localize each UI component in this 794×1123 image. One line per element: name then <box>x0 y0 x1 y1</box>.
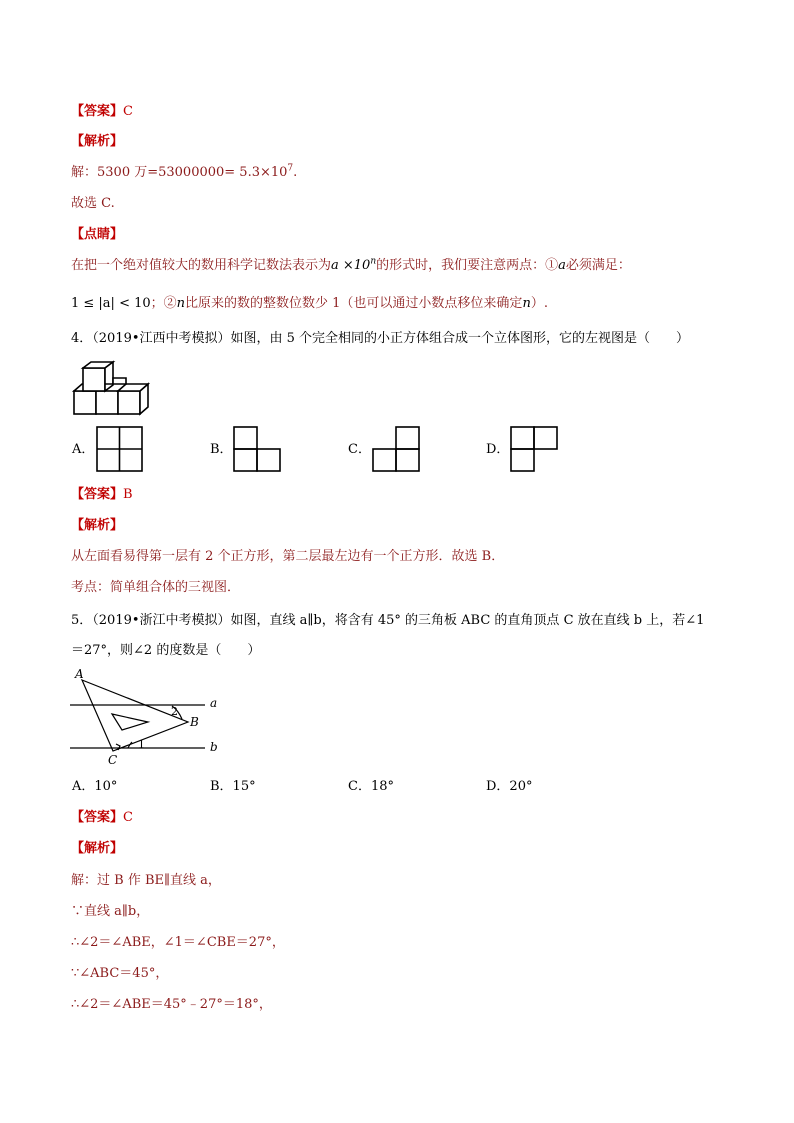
q5-geometry-figure <box>70 668 230 768</box>
solution-suffix: . <box>293 165 298 180</box>
q4-option-c-figure <box>372 426 420 472</box>
note-tag: 【点睛】 <box>71 227 124 242</box>
q3-note-line-2 <box>71 295 548 313</box>
answer-tag: 【答案】 <box>71 810 124 825</box>
q4-option-d-figure <box>510 426 558 472</box>
q4-answer-line <box>71 486 133 504</box>
q5-answer-line <box>71 809 133 827</box>
note-text: 在把一个绝对值较大的数用科学记数法表示为 <box>71 258 332 273</box>
q3-solution <box>71 164 297 182</box>
q5-option-d: D．20° <box>486 779 533 794</box>
q5-stem-line-1: 5．（2019•浙江中考模拟）如图，直线 a∥b，将含有 45° 的三角板 ABC 的直角顶点 C 放在直线 b 上，若∠1 <box>71 613 705 628</box>
answer-value: C <box>123 810 133 825</box>
note-text: ）. <box>530 296 548 311</box>
q4-analysis-tag <box>71 517 123 535</box>
q3-choose: 故选 C. <box>71 196 115 211</box>
note-text: 的形式时，我们要注意两点：① <box>376 258 559 273</box>
q4-option-a-figure <box>96 426 143 472</box>
q5-step-4: ∵∠ABC＝45°， <box>71 966 169 981</box>
q3-note-tag <box>71 226 123 244</box>
q3-note-line-1 <box>71 257 631 275</box>
note-var: n <box>176 296 186 311</box>
note-var: n <box>522 296 531 311</box>
answer-tag: 【答案】 <box>71 487 124 502</box>
q5-step-5: ∴∠2＝∠ABE＝45°﹣27°＝18°， <box>71 997 272 1012</box>
label-angle-2: 2 <box>171 705 178 718</box>
q5-step-2: ∵直线 a∥b， <box>71 904 150 919</box>
q5-step-3: ∴∠2＝∠ABE，∠1＝∠CBE＝27°， <box>71 935 285 950</box>
q5-option-a: A．10° <box>72 779 118 794</box>
q5-analysis-tag <box>71 840 123 858</box>
q4-stem: 4．（2019•江西中考模拟）如图，由 5 个完全相同的小正方体组合成一个立体图形，它的左视图是（ ） <box>71 331 690 346</box>
note-inequality: 1 ≤ |a| < 10 <box>71 296 151 311</box>
analysis-tag: 【解析】 <box>71 134 124 149</box>
label-angle-1: 1 <box>138 738 145 751</box>
answer-value: B <box>123 487 133 502</box>
q4-cube-figure <box>72 360 152 416</box>
q5-option-c: C．18° <box>348 779 394 794</box>
triangle-hole <box>112 714 148 730</box>
analysis-tag: 【解析】 <box>71 841 124 856</box>
solution-text: 解：5300 万=53000000= 5.3×10 <box>71 165 288 180</box>
q4-option-b-figure <box>233 426 281 472</box>
q5-stem-line-2: ＝27°，则∠2 的度数是（ ） <box>71 643 261 658</box>
label-c-vertex: C <box>108 753 118 767</box>
q4-option-c: C． <box>348 442 371 457</box>
q4-kaodian: 考点：简单组合体的三视图． <box>71 580 241 595</box>
solution-exponent: 7 <box>287 163 294 174</box>
q3-analysis-tag <box>71 133 123 151</box>
q5-step-1: 解：过 B 作 BE∥直线 a， <box>71 873 221 888</box>
note-var: a <box>558 258 566 273</box>
note-math: a ×10 <box>331 258 371 273</box>
q4-option-b: B． <box>210 442 233 457</box>
label-line-a: a <box>210 696 218 710</box>
label-line-b: b <box>210 740 218 754</box>
q4-analysis: 从左面看易得第一层有 2 个正方形，第二层最左边有一个正方形．故选 B． <box>71 549 505 564</box>
q4-option-d: D． <box>486 442 510 457</box>
answer-tag: 【答案】 <box>71 104 124 119</box>
q3-answer-line <box>71 103 133 121</box>
q4-option-a: A． <box>72 442 95 457</box>
analysis-tag: 【解析】 <box>71 518 124 533</box>
q5-option-b: B．15° <box>210 779 256 794</box>
answer-value: C <box>123 104 133 119</box>
label-b-vertex: B <box>190 715 199 729</box>
note-text: 必须满足： <box>565 258 631 273</box>
note-text: ；② <box>150 296 177 311</box>
label-a-vertex: A <box>75 667 84 681</box>
note-text: 比原来的数的整数位数少 1（也可以通过小数点移位来确定 <box>185 296 523 311</box>
note-math-exp: n <box>370 256 377 267</box>
